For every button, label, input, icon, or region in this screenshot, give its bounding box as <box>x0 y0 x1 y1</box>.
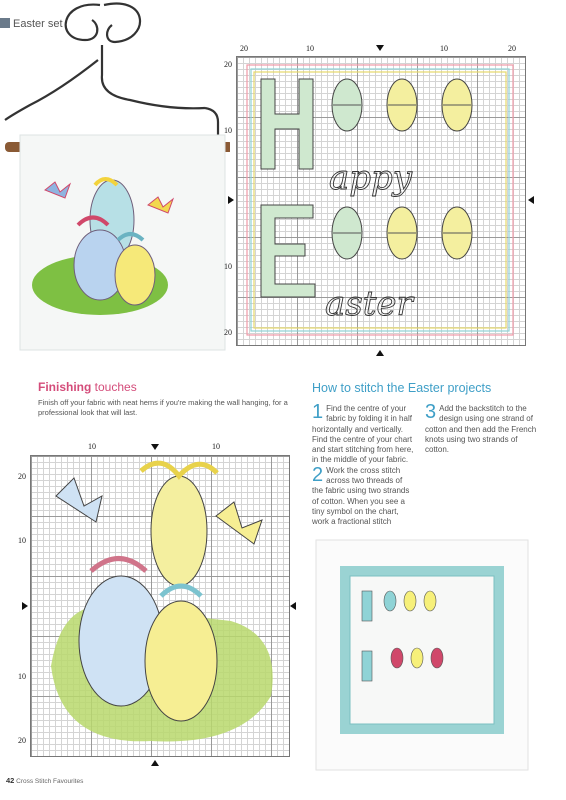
ribbon-yellow <box>141 463 217 476</box>
tick-top-2: 10 <box>306 44 314 53</box>
centre-arrow-b-top <box>151 444 159 450</box>
centre-arrow-left <box>228 196 234 204</box>
egg-back <box>151 476 207 586</box>
butterfly-yellow <box>216 502 262 544</box>
tick-left-2: 10 <box>224 126 232 135</box>
finishing-body: Finish off your fabric with neat hems if you're making the wall hanging, for a professional look that will last. <box>38 398 288 417</box>
word-appy: appy <box>329 158 413 198</box>
page-number: 42 <box>6 776 15 785</box>
ribbon-pink <box>91 559 146 572</box>
tick-b-top-1: 10 <box>88 442 96 451</box>
tick-b-left-4: 20 <box>18 736 26 745</box>
step-2-text: Work the cross stitch across two threads of the fabric using two strands of cotton. When you see a tiny symbol on the chart, work a fractional stitch <box>312 465 410 527</box>
letter-e <box>261 205 315 297</box>
step-1-text: Find the centre of your fabric by folding it in half horizontally and vertically. Find the centre of your chart and start stitching from here, in the middle of your fabric. <box>312 404 414 465</box>
tick-left-3: 10 <box>224 262 232 271</box>
how-to-title: How to stitch the Easter projects <box>312 381 492 395</box>
magazine-name: Cross Stitch Favourites <box>16 778 84 785</box>
step-3-number: 3 <box>425 401 437 423</box>
tick-top-1: 20 <box>240 44 248 53</box>
tick-left-4: 20 <box>224 328 232 337</box>
tick-b-left-2: 10 <box>18 536 26 545</box>
centre-arrow-b-right <box>290 602 296 610</box>
tick-top-3: 10 <box>440 44 448 53</box>
centre-arrow-b-left <box>22 602 28 610</box>
finishing-title: Finishing touches <box>38 380 137 394</box>
tick-top-4: 20 <box>508 44 516 53</box>
centre-arrow-b-bottom <box>151 760 159 766</box>
header-title: Easter set <box>13 18 63 30</box>
step-2-number: 2 <box>312 463 324 486</box>
easter-eggs-chart <box>30 455 290 757</box>
greeting-card-photo <box>312 536 534 776</box>
word-aster: aster <box>325 284 413 324</box>
butterfly-blue <box>56 478 102 522</box>
egg-yellow <box>145 601 217 721</box>
letter-h <box>261 79 313 169</box>
how-to-column-1 <box>312 401 414 528</box>
step-3-text: Add the backstitch to the design using one strand of cotton and then add the French knots using two strands of cotton. <box>425 404 537 455</box>
chart-artwork-eggs <box>31 456 289 756</box>
tick-b-left-1: 20 <box>18 472 26 481</box>
step-1-number: 1 <box>312 401 324 423</box>
wire-hanger <box>5 4 218 135</box>
happy-easter-chart <box>236 56 526 346</box>
centre-arrow-top <box>376 45 384 51</box>
tick-b-top-2: 10 <box>212 442 220 451</box>
chart-artwork <box>237 57 525 345</box>
wall-hanging-photo <box>0 0 230 360</box>
tick-left-1: 20 <box>224 60 232 69</box>
centre-arrow-bottom <box>376 350 384 356</box>
ribbon-aqua <box>161 586 201 596</box>
how-to-column-2 <box>425 401 539 455</box>
centre-arrow-right <box>528 196 534 204</box>
tick-b-left-3: 10 <box>18 672 26 681</box>
page-folio <box>6 776 83 785</box>
